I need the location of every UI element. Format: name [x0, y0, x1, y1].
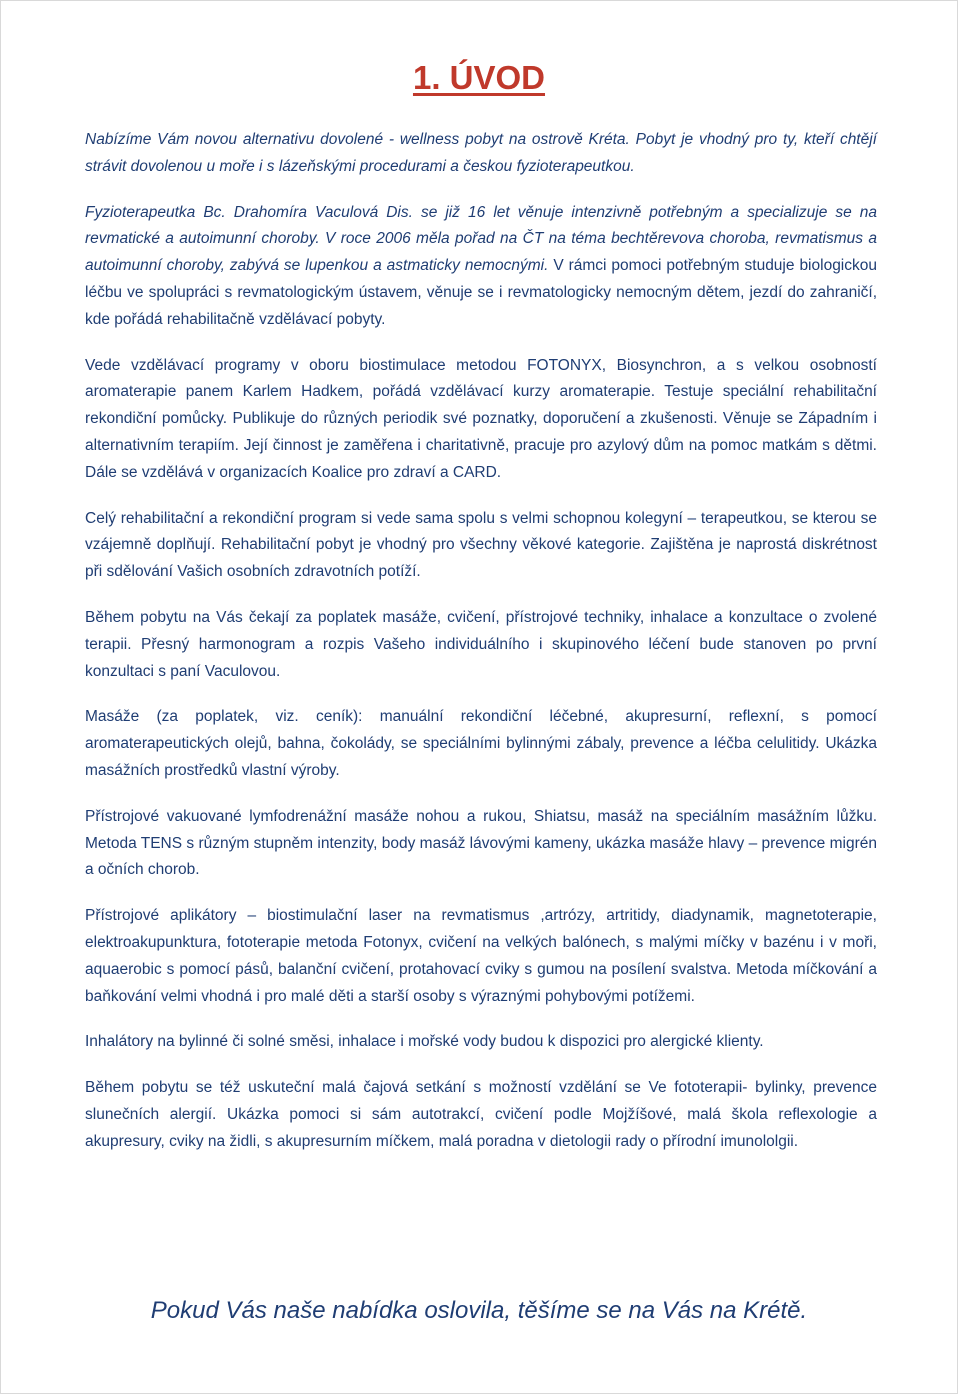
paragraph-tea-meetings — [85, 1075, 877, 1155]
paragraph-therapist-text-3: V rámci pomoci potřebným studuje biologickou léčbu ve spolupráci s revmatologickým ústavem, věnuje se i revmatologicky nemocným dětem, jezdí do zahraničí, kde pořádá rehabilitačně vzdělávací pobyty. — [85, 257, 877, 328]
document-body — [85, 127, 877, 1175]
paragraph-therapist-text-2: V roce 2006 měla pořad na ČT na téma bechtěrevova choroba, revmatismus a autoimunní choroby, zabývá se lupenkou a astmaticky nemocnými. — [85, 230, 877, 275]
paragraph-applicators — [85, 903, 877, 1010]
paragraph-tea-meetings-text: Během pobytu se též uskuteční malá čajová setkání s možností vzdělání se Ve fototerapii- bylinky, prevence slunečních alergií. Ukázka pomoci si sám autotrakcí, cvičení podle Mojžíšové, malá škola reflexologie a akupresury, cviky na židli, s akupresurním míčkem, malá poradna v dietologii rady o přírodní imunololgii. — [85, 1079, 877, 1150]
paragraph-massages — [85, 704, 877, 784]
paragraph-programs-text: Vede vzdělávací programy v oboru biostimulace metodou FOTONYX, Biosynchron, a s velkou osobností aromaterapie panem Karlem Hadkem, pořádá vzdělávací kurzy aromaterapie. Testuje speciální rehabilitační rekondiční pomůcky. Publikuje do různých periodik své poznatky, doporučení a zkušenosti. Věnuje se Západním i alternativním terapiím. Její činnost je zaměřena i charitativně, pracuje pro azylový dům na pomoc matkám s dětmi. Dále se vzdělává v organizacích Koalice pro zdraví a CARD. — [85, 356, 877, 481]
paragraph-therapist-text-1: Fyzioterapeutka Bc. Drahomíra Vaculová Dis. se již 16 let věnuje intenzivně potřebným a specializuje se na revmatické a autoimunní choroby. — [85, 203, 877, 248]
page-title: 1. ÚVOD — [412, 59, 546, 96]
closing-line: Pokud Vás naše nabídka oslovila, těšíme se na Vás na Krétě. — [150, 1297, 808, 1324]
paragraph-massages-text: Masáže (za poplatek, viz. ceník): manuální rekondiční léčebné, akupresurní, reflexní, s pomocí aromaterapeutických olejů, bahna, čokolády, se speciálními bylinnými zábaly, prevence a léčba celulitidy. Ukázka masážních prostředků vlastní výroby. — [85, 708, 877, 779]
paragraph-inhalers — [85, 1029, 877, 1056]
paragraph-device-massages-text: Přístrojové vakuované lymfodrenážní masáže nohou a rukou, Shiatsu, masáž na speciálním masážním lůžku. Metoda TENS s různým stupněm intenzity, body masáž lávovými kameny, ukázka masáže hlavy – prevence migrén a očních chorob. — [85, 807, 877, 879]
paragraph-stay-services-text: Během pobytu na Vás čekají za poplatek masáže, cvičení, přístrojové techniky, inhalace a konzultace o zvolené terapii. Přesný harmonogram a rozpis Vašeho individuálního i skupinového léčení bude stanoven po první konzultaci s paní Vaculovou. — [85, 608, 877, 680]
paragraph-programs — [85, 353, 877, 487]
paragraph-applicators-text: Přístrojové aplikátory – biostimulační laser na revmatismus ,artrózy, artritidy, diadynamik, magnetoterapie, elektroakupunktura, fototerapie metoda Fotonyx, cvičení na velkých balónech, s malými míčky v bazénu i v moři, aquaerobic s pomocí pásů, balanční cvičení, protahovací cviky s gumou na posílení svalstva. Metoda míčkování a baňkování velmi vhodná i pro malé děti a starší osoby s výraznými pohybovými potížemi. — [85, 907, 877, 1005]
paragraph-rehab-program — [85, 506, 877, 586]
paragraph-therapist — [85, 200, 877, 334]
paragraph-rehab-program-text: Celý rehabilitační a rekondiční program si vede sama spolu s velmi schopnou kolegyní – terapeutkou, se kterou se vzájemně doplňují. Rehabilitační pobyt je vhodný pro všechny věkové kategorie. Zajištěna je naprostá diskrétnost při sdělování Vašich osobních zdravotních potíží. — [85, 509, 877, 581]
paragraph-intro — [85, 127, 877, 181]
paragraph-stay-services — [85, 605, 877, 685]
paragraph-intro-text: Nabízíme Vám novou alternativu dovolené - wellness pobyt na ostrově Kréta. Pobyt je vhodný pro ty, kteří chtějí strávit dovolenou u moře i s lázeňskými procedurami a českou fyzioterapeutkou. — [85, 131, 877, 175]
paragraph-inhalers-text: Inhalátory na bylinné či solné směsi, inhalace i mořské vody budou k dispozici pro alergické klienty. — [85, 1033, 764, 1051]
paragraph-device-massages — [85, 804, 877, 884]
